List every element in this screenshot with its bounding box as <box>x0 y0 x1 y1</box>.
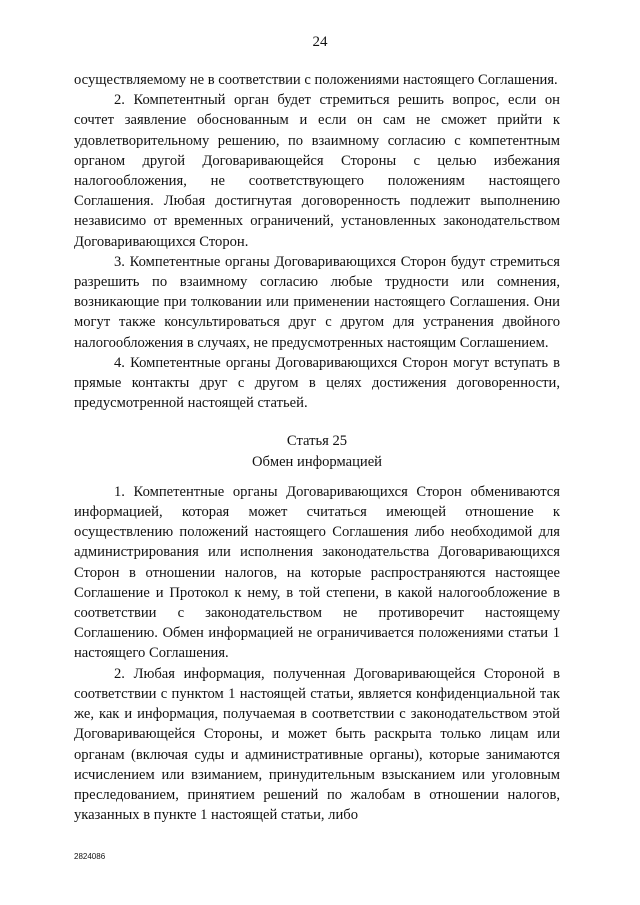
paragraph-item-2: 2. Компетентный орган будет стремиться решить вопрос, если он сочтет заявление обоснованным и если он сам не сможет прийти к удовлетворительному решению, по взаимному согласию с компетентным органом другой Договаривающейся Стороны с целью избежания налогообложения, не соответствующего положениям настоящего Соглашения. Любая достигнутая договоренность подлежит выполнению независимо от временных ограничений, установленных законодательством Договаривающихся Сторон. <box>74 92 560 250</box>
article-title: Обмен информацией <box>252 453 382 470</box>
paragraph-continuation: осуществляемому не в соответствии с положениями настоящего Соглашения. <box>74 72 558 88</box>
paragraph-item-3: 3. Компетентные органы Договаривающихся Сторон будут стремиться разрешить по взаимному согласию любые трудности или сомнения, возникающие при толковании или применении настоящего Соглашения. Они могут также консультироваться друг с другом для устранения двойного налогообложения в случаях, не предусмотренных настоящим Соглашением. <box>74 253 560 351</box>
article-paragraph-2: 2. Любая информация, полученная Договаривающейся Стороной в соответствии с пунктом 1 настоящей статьи, является конфиденциальной так же, как и информация, получаемая в соответствии с законодательством этой Договаривающейся Стороны, и может быть раскрыта только лицам или органам (включая суды и административные органы), которые занимаются исчислением или взиманием, принудительным взысканием или уголовным преследованием, принятием решений по жалобам в отношении налогов, указанных в пункте 1 настоящей статьи, либо <box>74 665 560 824</box>
document-body <box>74 70 560 825</box>
article-number: Статья 25 <box>286 433 348 450</box>
paragraph-item-4: 4. Компетентные органы Договаривающихся Сторон могут вступать в прямые контакты друг с другом в целях достижения договоренности, предусмотренной настоящей статьей. <box>74 354 560 412</box>
document-code: 2824086 <box>74 852 106 861</box>
page-number: 24 <box>312 34 328 50</box>
article-heading <box>74 431 560 471</box>
article-paragraph-1: 1. Компетентные органы Договаривающихся Сторон обмениваются информацией, которая может считаться имеющей отношение к осуществлению положений настоящего Соглашения либо необходимой для администрирования или исполнения законодательства Договаривающихся Сторон в отношении налогов, на которые распространяются настоящее Соглашение и Протокол к нему, в той степени, в какой налогообложение в соответствии с законодательством не противоречит настоящему Соглашению. Обмен информацией не ограничивается положениями статьи 1 настоящего Соглашения. <box>74 483 560 662</box>
